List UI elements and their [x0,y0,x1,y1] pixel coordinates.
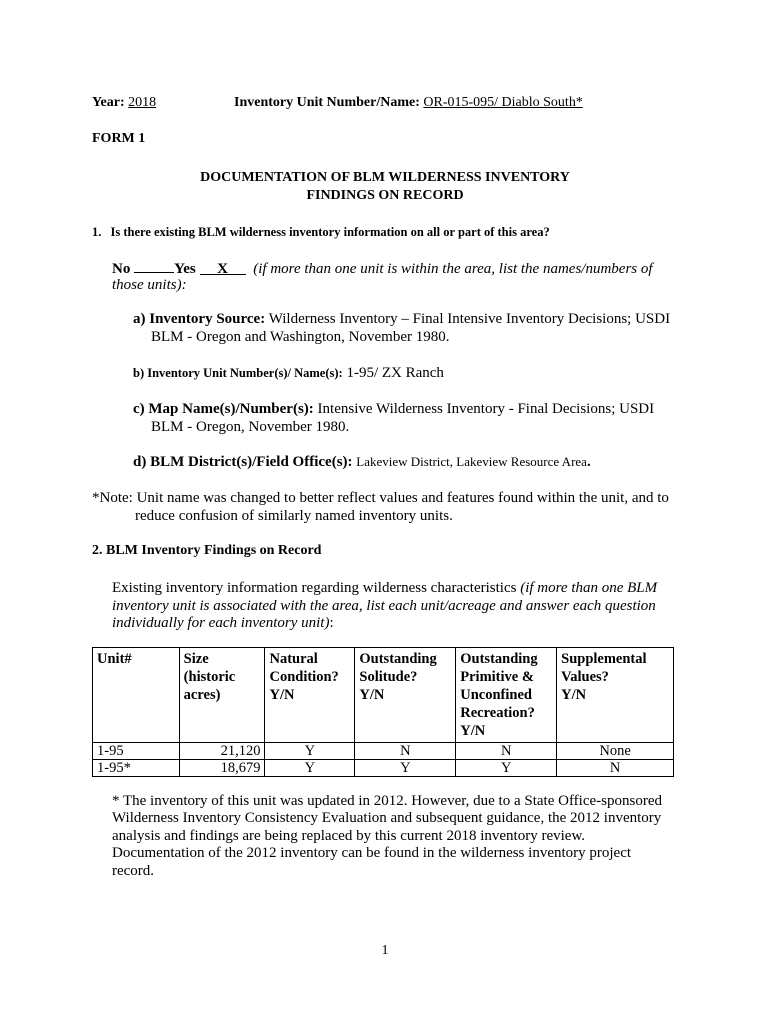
footnote-line2: Wilderness Inventory Consistency Evaluation and subsequent guidance, the 2012 inventory [112,810,662,826]
findings-table [92,647,674,777]
header-supplemental: Supplemental Values? Y/N [557,648,674,743]
footnote-line1: * The inventory of this unit was updated in 2012. However, due to a State Office-sponsored [112,793,662,809]
cell-natural: Y [265,743,355,760]
cell-recreation: Y [456,760,557,777]
header-size: Size (historic acres) [179,648,265,743]
header-year [92,95,156,111]
form-label: FORM 1 [92,131,146,146]
item-a-label: a) Inventory Source: [133,311,266,327]
question-2-heading: 2. BLM Inventory Findings on Record [92,543,322,558]
no-blank[interactable] [134,258,174,273]
item-c-text1: Intensive Wilderness Inventory - Final Decisions; USDI [317,401,655,417]
yes-mark: X [217,261,228,277]
question-1 [92,225,550,240]
item-a [133,310,670,328]
header-recreation: Outstanding Primitive & Unconfined Recreation? Y/N [456,648,557,743]
table-header-row [93,648,674,743]
cell-supplemental: None [557,743,674,760]
page-title-line1: DOCUMENTATION OF BLM WILDERNESS INVENTORY [200,170,570,185]
table-row [93,743,674,760]
q2-intro-line2: inventory unit is associated with the area, list each unit/acreage and answer each question [112,598,656,614]
yes-no-line [112,258,653,278]
item-c [133,400,654,418]
footnote-line4: Documentation of the 2012 inventory can be found in the wilderness inventory project [112,845,632,861]
footnote-line5: record. [112,863,155,879]
q2-intro-italic: (if more than one BLM [520,580,658,596]
item-c-label: c) Map Name(s)/Number(s): [133,401,314,417]
cell-supplemental: N [557,760,674,777]
year-label: Year: [92,95,125,110]
cell-natural: Y [265,760,355,777]
item-a-text2: BLM - Oregon and Washington, November 1980. [151,329,450,345]
note-line1: *Note: Unit name was changed to better reflect values and features found within the unit, and to [92,490,669,506]
no-label: No [112,261,131,277]
header-solitude: Outstanding Solitude? Y/N [355,648,456,743]
item-d-text: Lakeview District, Lakeview Resource Area [356,454,587,469]
q2-intro-plain: Existing inventory information regarding wilderness characteristics [112,580,521,596]
item-d-end: . [586,454,591,470]
q2-intro-line3-italic: individually for each inventory unit) [112,615,330,631]
cell-solitude: Y [355,760,456,777]
item-b-text: 1-95/ ZX Ranch [346,365,444,381]
table-row [93,760,674,777]
item-c-text2: BLM - Oregon, November 1980. [151,419,350,435]
item-b [133,364,444,382]
yes-label: Yes [174,261,196,277]
header-unit [234,95,583,111]
item-d-label: d) BLM District(s)/Field Office(s): [133,454,353,470]
question-1-number: 1. [92,225,102,239]
q2-intro-line1 [112,579,657,597]
cell-unit: 1-95* [93,760,180,777]
year-value: 2018 [128,95,157,110]
page-title-line2: FINDINGS ON RECORD [306,188,464,203]
cell-unit: 1-95 [93,743,180,760]
unit-label: Inventory Unit Number/Name: [234,95,420,110]
item-a-text1: Wilderness Inventory – Final Intensive Inventory Decisions; USDI [268,311,671,327]
unit-value: OR-015-095/ Diablo South* [423,95,583,110]
cell-solitude: N [355,743,456,760]
item-b-label: b) Inventory Unit Number(s)/ Name(s): [133,366,343,380]
instruction-line2: those units): [112,277,187,293]
header-unit: Unit# [93,648,180,743]
cell-size: 18,679 [179,760,265,777]
question-1-text: Is there existing BLM wilderness inventory information on all or part of this area? [110,225,550,239]
item-d [133,453,591,471]
q2-intro-line3 [112,614,334,632]
yes-blank[interactable] [200,260,246,275]
page-number: 1 [381,943,389,958]
cell-size: 21,120 [179,743,265,760]
cell-recreation: N [456,743,557,760]
instruction-line1: (if more than one unit is within the area, list the names/numbers of [253,261,653,277]
q2-intro-line3-end: : [329,615,334,631]
footnote-line3: analysis and findings are being replaced by this current 2018 inventory review. [112,828,586,844]
header-natural: Natural Condition? Y/N [265,648,355,743]
note-line2: reduce confusion of similarly named inventory units. [135,508,453,524]
